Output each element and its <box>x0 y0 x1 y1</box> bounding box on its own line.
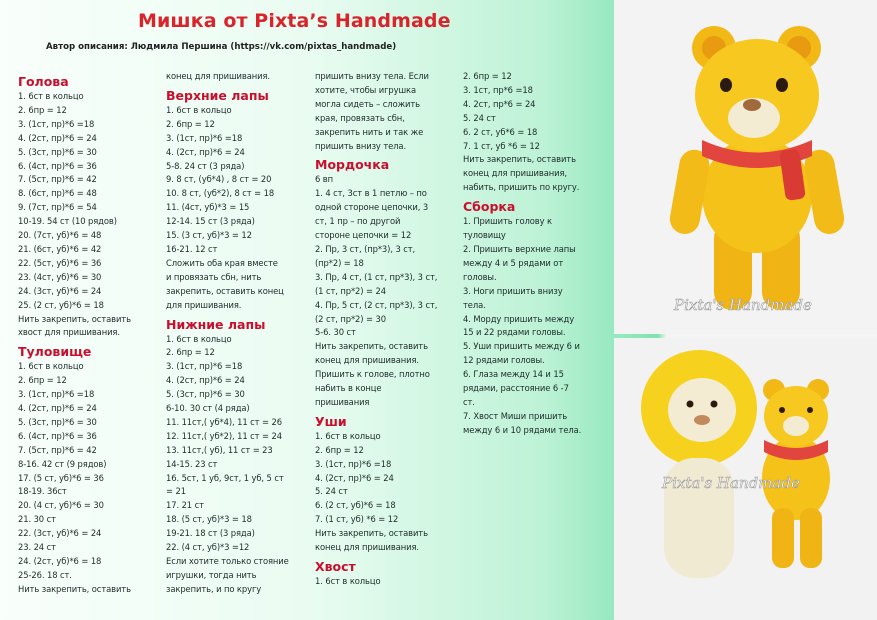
pattern-line: 20. (7ст, уб)*6 = 48 <box>18 230 102 241</box>
pattern-line: 2. 6пр = 12 <box>315 444 364 455</box>
pattern-line: Нить закрепить, оставить <box>18 313 131 324</box>
pattern-line: конец для пришивания, <box>463 168 567 179</box>
pattern-line: 3. (1ст, пр)*6 =18 <box>166 132 243 143</box>
pattern-line: конец для пришивания. <box>315 355 419 366</box>
section-heading: Верхние лапы <box>166 87 269 103</box>
pattern-line: пришивания <box>315 396 370 407</box>
pattern-line: 17. (5 ст, уб)*6 = 36 <box>18 472 104 483</box>
pattern-line: 3. (1ст, пр)*6 =18 <box>18 118 95 129</box>
pattern-line: 5-8. 24 ст (3 ряда) <box>166 160 245 171</box>
pattern-line: 3. Ноги пришить внизу <box>463 285 563 296</box>
pattern-line: ст. <box>463 396 475 407</box>
pattern-line: 2. 6пр = 12 <box>18 375 67 386</box>
pattern-line: 3. (1ст, пр)*6 =18 <box>315 458 392 469</box>
pattern-line: между 6 и 10 рядами тела. <box>463 424 582 435</box>
pattern-line: 19-21. 18 ст (3 ряда) <box>166 528 255 539</box>
pattern-line: 7. Хвост Миши пришить <box>463 410 568 421</box>
pattern-line: 17. 21 ст <box>166 500 204 511</box>
pattern-line: 4. Пр, 5 ст, (2 ст, пр*3), 3 ст, <box>315 299 438 310</box>
watermark-top: Pixta's Handmade <box>674 296 812 314</box>
pattern-line: 18. (5 ст, уб)*3 = 18 <box>166 514 252 525</box>
pattern-line: 3. (1ст, пр)*6 =18 <box>166 361 243 372</box>
pattern-column-3 <box>315 70 463 589</box>
pattern-line: 20. (4 ст, уб)*6 = 30 <box>18 500 104 511</box>
pattern-line: 2. 6пр = 12 <box>166 347 215 358</box>
bear-photo <box>614 0 877 334</box>
pattern-line: 1. 6ст в кольцо <box>315 576 381 586</box>
pattern-line: стороне цепочки = 12 <box>315 230 412 241</box>
pattern-line: 2. 6пр = 12 <box>18 104 67 115</box>
pattern-line: 3. (1ст, пр)*6 =18 <box>18 389 95 400</box>
pattern-line: края, провязать сбн, <box>315 112 405 123</box>
pattern-line: Нить закрепить, оставить <box>315 341 428 352</box>
pattern-line: 6-10. 30 ст (4 ряда) <box>166 403 250 414</box>
pattern-line: 8. (6ст, пр)*6 = 48 <box>18 188 97 199</box>
pattern-line: 6. (4ст, пр)*6 = 36 <box>18 160 97 171</box>
pattern-line: пришить внизу тела. Если <box>315 71 429 81</box>
pattern-line: Пришить к голове, плотно <box>315 369 430 380</box>
watermark-bottom: Pixta's Handmade <box>662 474 800 492</box>
pattern-line: 14-15. 23 ст <box>166 458 218 469</box>
pattern-line: 6 вп <box>315 174 334 185</box>
pattern-line: = 21 <box>166 486 186 497</box>
pattern-line: 4. Морду пришить между <box>463 313 575 324</box>
pattern-column-2 <box>166 70 314 597</box>
pattern-line: 2. Пришить верхние лапы <box>463 243 576 254</box>
pattern-line: хотите, чтобы игрушка <box>315 84 417 95</box>
pattern-line: 6. (4ст, пр)*6 = 36 <box>18 430 97 441</box>
pattern-line: 12 рядами головы. <box>463 355 545 366</box>
pattern-line: 16. 5ст, 1 уб, 9ст, 1 уб, 5 ст <box>166 472 284 483</box>
pattern-line: 5. (3ст, пр)*6 = 30 <box>166 389 245 400</box>
pattern-line: головы. <box>463 271 497 282</box>
pattern-line: 13. 11ст,( уб), 11 ст = 23 <box>166 444 273 455</box>
pattern-line: 24. (2ст, уб)*6 = 18 <box>18 556 102 566</box>
section-heading: Голова <box>18 74 69 89</box>
pattern-line: ст, 1 пр – по другой <box>315 216 401 227</box>
pattern-line: Нить закрепить, оставить <box>315 528 428 539</box>
pattern-line: 9. (7ст, пр)*6 = 54 <box>18 202 97 213</box>
pattern-line: 10-19. 54 ст (10 рядов) <box>18 216 117 227</box>
pattern-line: 22. (3ст, уб)*6 = 24 <box>18 528 102 539</box>
pattern-line: закрепить, и по кругу <box>166 583 262 594</box>
pattern-line: конец для пришивания. <box>315 542 419 553</box>
pattern-line: 7. (5ст, пр)*6 = 42 <box>18 444 97 455</box>
pattern-line: 5. 24 ст <box>315 486 348 497</box>
pattern-line: закрепить нить и так же <box>315 126 424 137</box>
pattern-line: 22. (4 ст, уб)*3 =12 <box>166 542 250 553</box>
pattern-line: 12-14. 15 ст (3 ряда) <box>166 216 255 227</box>
pattern-line: 21. (6ст, уб)*6 = 42 <box>18 243 102 254</box>
section-heading: Уши <box>315 413 347 429</box>
pattern-line: набить в конце <box>315 383 382 394</box>
pattern-line: закрепить, оставить конец <box>166 285 284 296</box>
pattern-line: 11. (4ст, уб)*3 = 15 <box>166 202 250 213</box>
pattern-line: рядами, расстояние 6 -7 <box>463 383 569 394</box>
pattern-line: 10. 8 ст, (уб*2), 8 ст = 18 <box>166 188 275 199</box>
pattern-line: 5-6. 30 ст <box>315 327 356 338</box>
section-heading: Туловище <box>18 344 92 360</box>
pattern-line: 4. (2ст, пр)*6 = 24 <box>166 146 245 157</box>
pattern-line: Сложить оба края вместе <box>166 257 278 268</box>
pattern-column-1 <box>18 70 166 597</box>
pattern-line: 5. (3ст, пр)*6 = 30 <box>18 146 97 157</box>
pattern-line: 1. 6ст в кольцо <box>18 91 84 101</box>
pattern-line: 7. (5ст, пр)*6 = 42 <box>18 174 97 185</box>
pattern-line: для пришивания. <box>166 299 242 310</box>
pattern-line: 12. 11ст,( уб*2), 11 ст = 24 <box>166 430 282 441</box>
pattern-line: Если хотите только стояние <box>166 556 289 566</box>
pattern-column-4 <box>463 70 611 438</box>
pattern-line: 1. Пришить голову к <box>463 216 553 227</box>
section-heading: Сборка <box>463 199 516 215</box>
pattern-line: 5. 24 ст <box>463 112 496 123</box>
pattern-line: 25. (2 ст, уб)*6 = 18 <box>18 299 104 310</box>
section-heading: Мордочка <box>315 157 390 173</box>
pattern-line: 25-26. 18 ст. <box>18 569 72 580</box>
pattern-line: 2. 6пр = 12 <box>166 118 215 129</box>
pattern-line: 8-16. 42 ст (9 рядов) <box>18 458 107 469</box>
pattern-line: (2 ст, пр*2) = 30 <box>315 313 386 324</box>
lion-bear-illustration <box>614 338 877 620</box>
pattern-line: между 4 и 5 рядами от <box>463 257 564 268</box>
pattern-line: 4. (2ст, пр)*6 = 24 <box>18 132 97 143</box>
pattern-line: тела. <box>463 299 486 310</box>
pattern-line: 2. 6пр = 12 <box>463 71 512 81</box>
pattern-line: 1. 6ст в кольцо <box>166 104 232 115</box>
section-heading: Нижние лапы <box>166 316 266 332</box>
pattern-line: 7. 1 ст, уб *6 = 12 <box>463 140 540 151</box>
pattern-line: 16-21. 12 ст <box>166 243 218 254</box>
pattern-line: 3. 1ст, пр*6 =18 <box>463 84 533 95</box>
pattern-line: 9. 8 ст, (уб*4) , 8 ст = 20 <box>166 174 272 185</box>
pattern-line: 1. 6ст в кольцо <box>315 430 381 441</box>
pattern-line: хвост для пришивания. <box>18 327 120 338</box>
pattern-line: 21. 30 ст <box>18 514 56 525</box>
pattern-line: пришить внизу тела. <box>315 140 407 151</box>
pattern-line: 18-19. 36ст <box>18 486 67 497</box>
pattern-line: 3. Пр, 4 ст, (1 ст, пр*3), 3 ст, <box>315 271 438 282</box>
pattern-line: 24. (3ст, уб)*6 = 24 <box>18 285 102 296</box>
bear-illustration <box>614 0 877 334</box>
pattern-line: одной стороне цепочки, 3 <box>315 202 429 213</box>
pattern-line: могла сидеть – сложить <box>315 98 420 109</box>
author-credit: Автор описания: Людмила Першина (https://vk.com/pixtas_handmade) <box>46 42 397 52</box>
pattern-line: 4. 2ст, пр*6 = 24 <box>463 98 536 109</box>
pattern-line: 7. (1 ст, уб) *6 = 12 <box>315 514 399 525</box>
pattern-line: 23. 24 ст <box>18 542 56 553</box>
pattern-line: и провязать сбн, нить <box>166 271 262 282</box>
pattern-line: 1. 6ст в кольцо <box>18 361 84 372</box>
pattern-line: Нить закрепить, оставить <box>463 154 576 165</box>
pattern-line: туловищу <box>463 230 506 241</box>
pattern-line: конец для пришивания. <box>166 71 270 81</box>
pattern-line: набить, пришить по кругу. <box>463 182 580 193</box>
pattern-line: игрушки, тогда нить <box>166 569 257 580</box>
pattern-line: 11. 11ст,( уб*4), 11 ст = 26 <box>166 416 282 427</box>
pattern-line: (1 ст, пр*2) = 24 <box>315 285 386 296</box>
pattern-line: 22. (5ст, уб)*6 = 36 <box>18 257 102 268</box>
pattern-line: 1. 4 ст, 3ст в 1 петлю – по <box>315 188 427 199</box>
section-heading: Хвост <box>315 559 356 574</box>
pattern-line: 5. Уши пришить между 6 и <box>463 341 580 352</box>
pattern-line: 4. (2ст, пр)*6 = 24 <box>315 472 394 483</box>
page-title: Мишка от Pixta’s Handmade <box>138 10 451 32</box>
pattern-line: 6. (2 ст, уб)*6 = 18 <box>315 500 396 511</box>
pattern-line: 15 и 22 рядами головы. <box>463 327 566 338</box>
pattern-line: 23. (4ст, уб)*6 = 30 <box>18 271 102 282</box>
pattern-line: 1. 6ст в кольцо <box>166 333 232 344</box>
pattern-line: 6. 2 ст, уб*6 = 18 <box>463 126 538 137</box>
pattern-line: 2. Пр, 3 ст, (пр*3), 3 ст, <box>315 243 416 254</box>
pattern-line: 5. (3ст, пр)*6 = 30 <box>18 416 97 427</box>
lion-and-bear-photo <box>614 338 877 620</box>
pattern-line: 4. (2ст, пр)*6 = 24 <box>18 403 97 414</box>
pattern-line: 15. (3 ст, уб)*3 = 12 <box>166 230 252 241</box>
pattern-line: 4. (2ст, пр)*6 = 24 <box>166 375 245 386</box>
pattern-line: 6. Глаза между 14 и 15 <box>463 369 564 380</box>
pattern-line: (пр*2) = 18 <box>315 257 364 268</box>
pattern-line: Нить закрепить, оставить <box>18 583 131 594</box>
